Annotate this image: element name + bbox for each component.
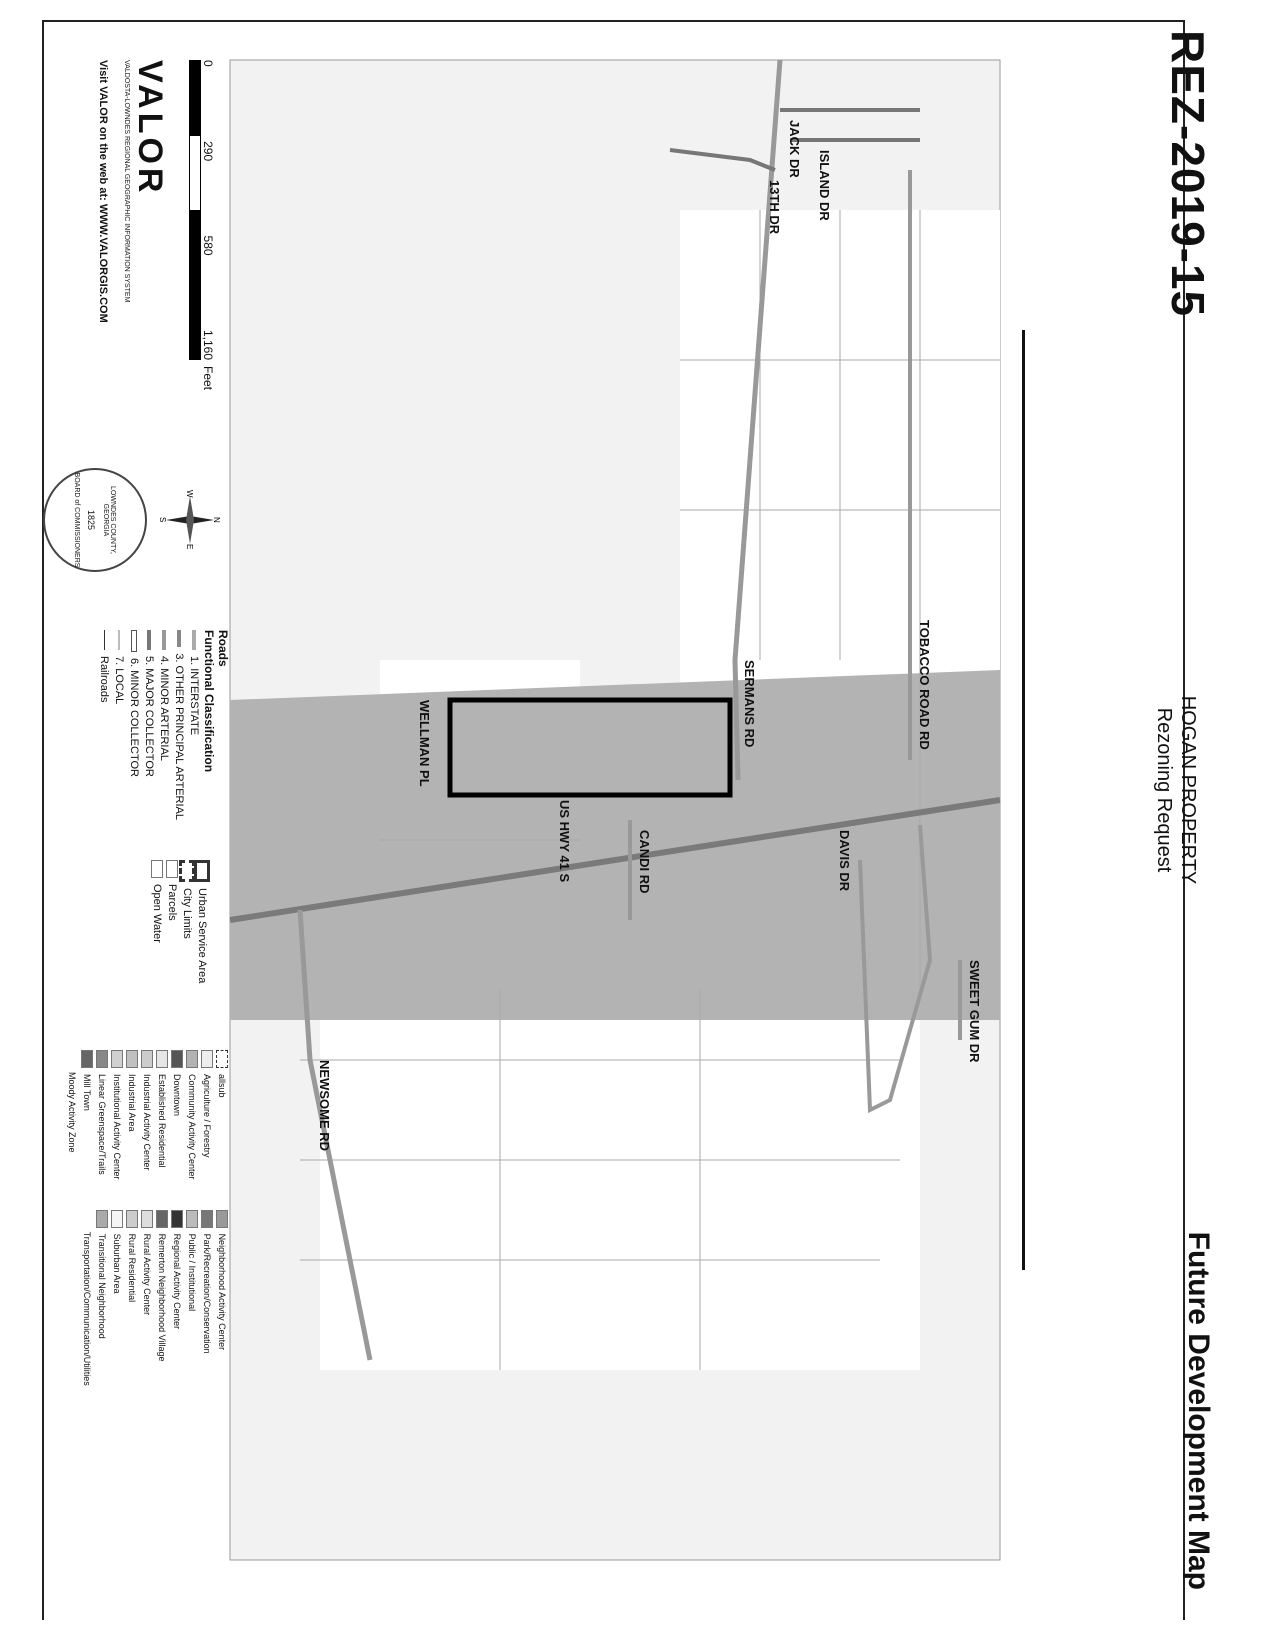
legend-fdm-institutional-activity: Institutional Activity Center [110,1050,125,1180]
legend-road-minor-collector: 6. MINOR COLLECTOR [127,630,142,820]
davis-dr-label: DAVIS DR [837,830,852,892]
sweet-gum-dr-label: SWEET GUM DR [967,960,982,1063]
seal-top-text: LOWNDES COUNTY, GEORGIA [102,486,117,554]
legend-fdm-industrial-activity: Industrial Activity Center [140,1050,155,1180]
valor-web: Visit VALOR on the web at: WWW.VALORGIS.COM [97,60,109,323]
legend-open-water: Open Water [150,860,165,1010]
legend-fdm-mill-town: Mill Town [80,1050,95,1180]
compass-icon [160,490,220,550]
newsome-rd-label: NEWSOME RD [317,1060,332,1151]
compass-west-label: W [185,490,194,498]
legend-road-principal-arterial: 3. OTHER PRINCIPAL ARTERIAL [172,630,187,820]
legend-fdm-rural-activity: Rural Activity Center [140,1210,155,1386]
page-border-left [42,20,44,1620]
future-development-map[interactable] [230,60,1000,1560]
boundary-legend [150,860,230,1010]
landscape-content [50,30,1230,1590]
island-dr-label: ISLAND DR [817,150,832,221]
legend-fdm-community-activity: Community Activity Center [185,1050,200,1180]
legend-fdm-industrial-area: Industrial Area [125,1050,140,1180]
legend-fdm-public-institutional: Public / Institutional [185,1210,200,1386]
legend-fdm-downtown: Downtown [170,1050,185,1180]
scale-tick-580: 580 [201,235,215,256]
thirteenth-dr-label: 13TH DR [767,180,782,235]
legend-fdm-remerton-village: Remerton Neighborhood Village [155,1210,170,1386]
case-number-title: REZ-2019-15 [1162,30,1214,318]
map-title: Future Development Map [1182,1231,1215,1590]
compass-and-seal-panel [43,450,230,590]
scale-tick-0: 0 [201,60,215,67]
legend-fdm-established-residential: Established Residential [155,1050,170,1180]
scale-and-branding-panel [97,60,230,420]
valor-tagline: VALDOSTA-LOWNDES REGIONAL GEOGRAPHIC INFORMATION SYSTEM [123,60,130,303]
compass-south-label: S [158,517,167,523]
roads-legend-subtitle: Functional Classification [202,630,216,773]
legend-fdm-linear-greenspace: Linear Greenspace/Trails [95,1050,110,1180]
legend-parcels: Parcels [165,860,180,1010]
community-activity-center-zone [230,670,1000,1020]
county-seal [43,468,147,572]
legend-railroads: Railroads [97,630,112,820]
seal-year: 1825 [86,509,97,531]
legend-fdm-moody-activity: Moody Activity Zone [67,1072,78,1153]
candi-rd-label: CANDI RD [637,830,652,894]
wellman-pl-label: WELLMAN PL [417,700,432,787]
legend-fdm-neighborhood-activity: Neighborhood Activity Center [215,1210,230,1386]
roads-legend-title: Roads [216,630,230,667]
legend-fdm-rural-residential: Rural Residential [125,1210,140,1386]
roads-legend [97,630,230,820]
legend-road-minor-arterial: 4. MINOR ARTERIAL [157,630,172,820]
legend-road-major-collector: 5. MAJOR COLLECTOR [142,630,157,820]
scale-tick-1160: 1,160 [201,329,215,360]
legend-road-interstate: 1. INTERSTATE [187,630,202,820]
jack-dr-label: JACK DR [787,120,802,178]
tobacco-road-rd-label: TOBACCO ROAD RD [917,620,932,750]
legend-road-local: 7. LOCAL [112,630,127,820]
scale-tick-290: 290 [201,141,215,162]
legend-fdm-park-recreation: Park/Recreation/Conservation [200,1210,215,1386]
legend-city-limits: City Limits [180,860,195,1010]
property-title [1152,670,1200,910]
legend-urban-service-area: Urban Service Area [195,860,210,1010]
parcel-area-south [320,990,920,1370]
seal-bottom-text: BOARD of COMMISSIONERS [73,472,81,568]
sermans-rd-label: SERMANS RD [742,660,757,748]
fdm-legend-col1 [65,1050,230,1180]
compass-north-label: N [212,517,221,523]
property-name: HOGAN PROPERTY [1177,695,1199,885]
scale-bar [189,60,215,420]
fdm-legend-col2 [65,1210,230,1386]
legend-fdm-suburban-area: Suburban Area [110,1210,125,1386]
compass-east-label: E [185,544,194,550]
valor-logo: VALOR [131,60,169,197]
page-border-top [42,20,1185,22]
legend-fdm-transitional-neighborhood: Transitional Neighborhood [95,1210,110,1386]
us-hwy-41-label: US HWY 41 S [557,800,572,883]
legend-fdm-regional-activity: Regional Activity Center [170,1210,185,1386]
legend-fdm-allsub: allsub [215,1050,230,1180]
request-type: Rezoning Request [1153,707,1175,873]
title-rule [1022,330,1025,1270]
future-development-legend [65,1050,230,1570]
legend-fdm-transportation-utilities: Transportation/Communication/Utilities [82,1231,93,1386]
legend-fdm-agriculture: Agriculture / Forestry [200,1050,215,1180]
scale-unit: Feet [201,366,215,391]
